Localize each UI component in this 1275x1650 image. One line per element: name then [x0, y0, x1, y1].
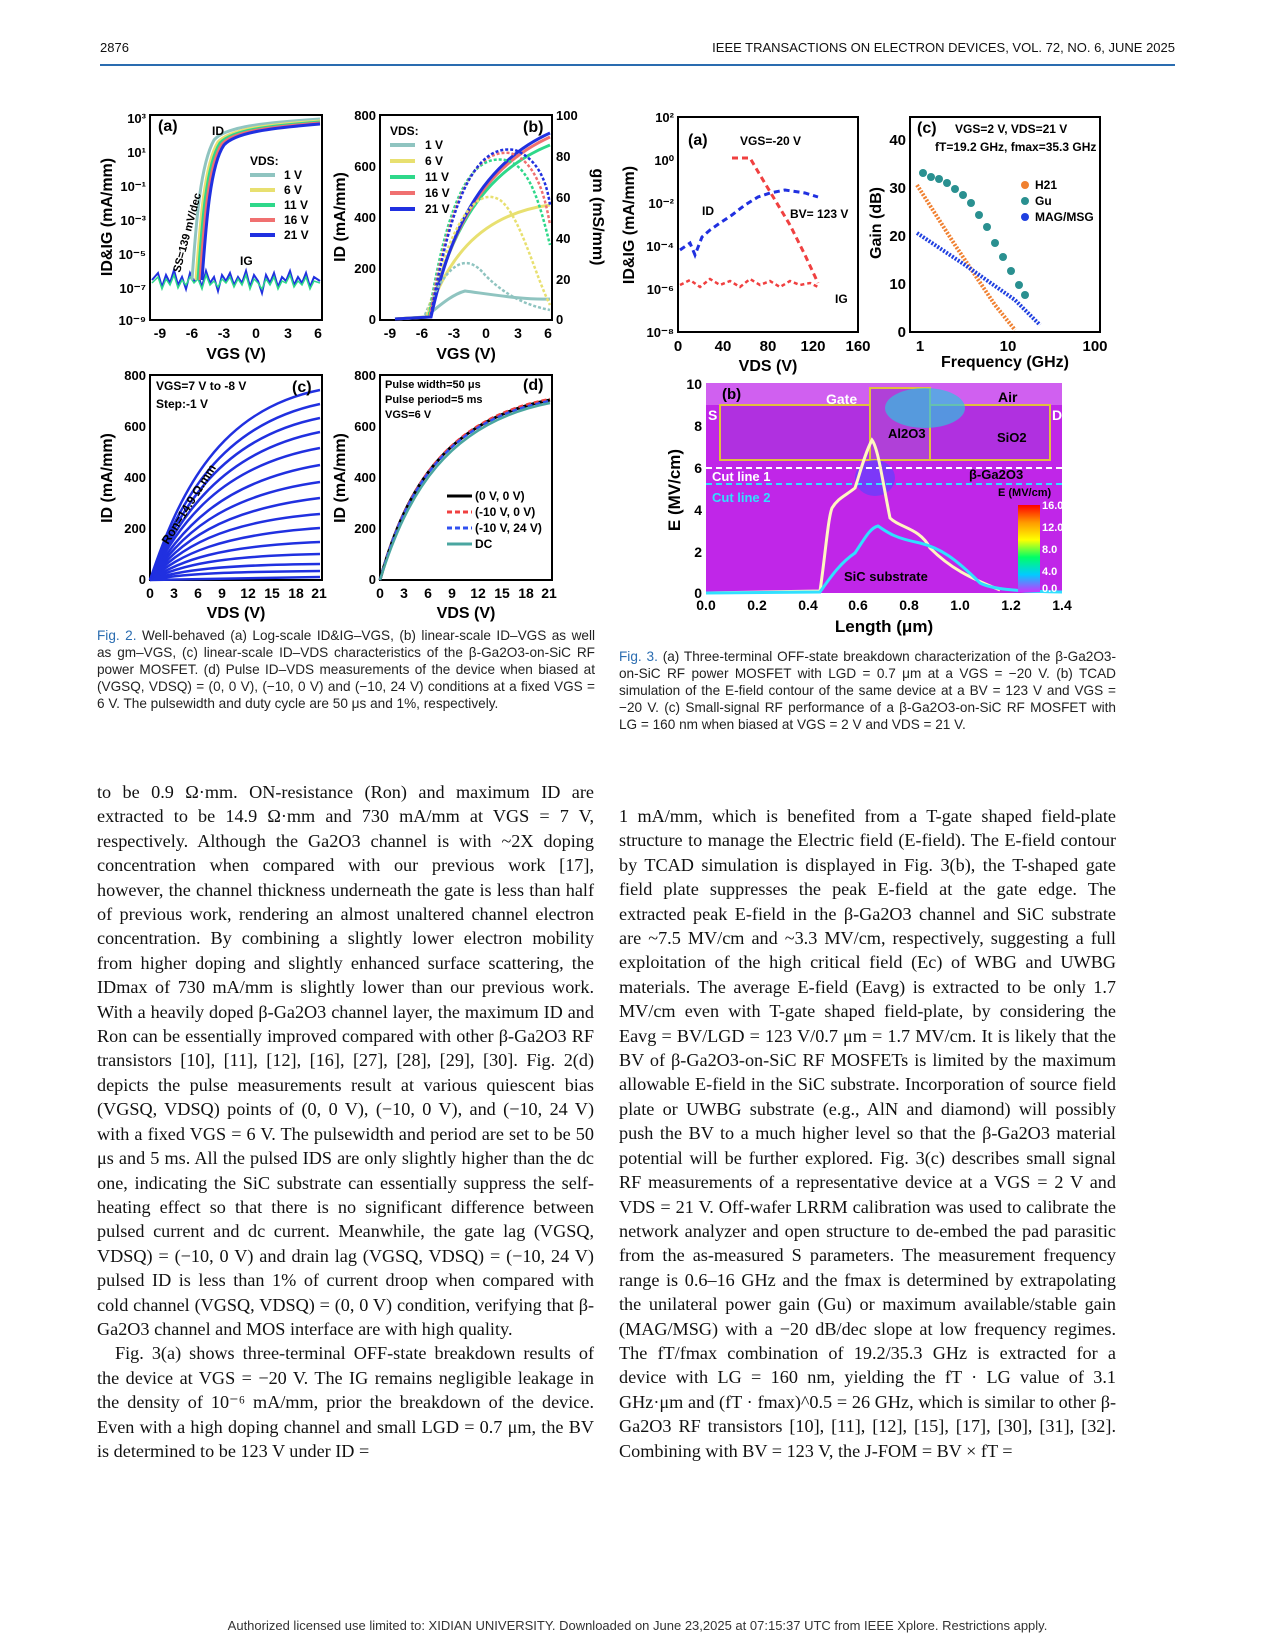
fig2c-ylabel: ID (mA/mm) [99, 433, 116, 523]
fig2b-chart [332, 105, 606, 365]
fig2b-xtick: 6 [544, 325, 552, 341]
fig3c-ytick: 0 [897, 324, 906, 341]
fig3a-tag: (a) [688, 132, 708, 149]
fig2a-xtick: 6 [314, 325, 322, 341]
fig3b-tag: (b) [722, 386, 742, 403]
fig3c-legend: MAG/MSG [1035, 210, 1094, 224]
fig2d-ytick: 400 [354, 470, 376, 485]
fig3a-ytick: 10⁰ [654, 153, 674, 168]
fig2b-legend: 11 V [425, 170, 450, 184]
fig2c-xtick: 18 [288, 585, 304, 601]
fig2a-id-label: ID [212, 124, 224, 138]
fig3c-ft: fT=19.2 GHz, fmax=35.3 GHz [935, 140, 1097, 154]
fig2d-legend: (-10 V, 0 V) [475, 505, 536, 519]
fig2c-xtick: 21 [311, 585, 327, 601]
fig2d-xtick: 21 [541, 585, 557, 601]
fig3b-scale: 0.0 [1042, 583, 1058, 595]
fig2b-tag: (b) [523, 119, 544, 136]
fig2b-y2tick: 0 [556, 312, 564, 327]
fig2c-tag: (c) [292, 379, 312, 396]
fig2a-legend: 16 V [284, 213, 309, 227]
fig2c-xtick: 3 [170, 585, 178, 601]
fig2a-xlabel: VGS (V) [206, 346, 266, 363]
fig2a-tag: (a) [158, 118, 178, 135]
fig3a-xtick: 120 [800, 338, 826, 355]
fig3a-ytick: 10⁻⁶ [646, 282, 674, 297]
fig2a-ylabel: ID&IG (mA/mm) [99, 157, 116, 277]
fig3b-ytick: 4 [694, 502, 702, 518]
fig3b-cut1: Cut line 1 [712, 469, 771, 484]
body-right-paragraph-1: 1 mA/mm, which is benefited from a T-gate shaped field-plate structure to manage the Electric field (E-field). The E-field contour by TCAD simulation is displayed in Fig. 3(b), the T-shaped gate field plate suppresses the peak E-field at the gate edge. The extracted peak E-field in the β-Ga2O3 channel and SiC substrate are ~7.5 MV/cm and ~3.3 MV/cm, respectively, suggesting a full exploitation of the high critical field (Ec) of WBG and UWBG materials. The average E-field (Eavg) is extracted to be only 1.7 MV/cm even with T-gate shaped field-plate, by considering the Eavg = BV/LGD = 123 V/0.7 μm = 1.7 MV/cm. It is likely that the BV of β-Ga2O3-on-SiC RF MOSFETs is limited by the maximum allowable E-field in the SiC substrate. Incorporation of source field plate or UWBG substrate (e.g., AlN and diamond) will possibly push the BV to a much higher level so that the β-Ga2O3 material potential will be further explored. Fig. 3(c) describes small signal RF measurements of a representative device at a VGS = 2 V and VDS = 21 V. Off-wafer LRRM calibration was used to calibrate the network analyzer and open structure to de-embed the pad parasitic from the as-measured S parameters. The measurement frequency range is 0.6–16 GHz and the fmax is determined by extrapolating the unilateral power gain (Gu) or maximum available/stable gain (MAG/MSG) with a −20 dB/dec slope at low frequency regimes. The fT/fmax combination of 19.2/35.3 GHz is extracted for a device with LG = 160 nm, yielding the fT · LG value of 3.1 GHz·μm and (fT · fmax)^0.5 = 26 GHz, which is similar to other β-Ga2O3 RF transistors [10], [11], [12], [15], [17], [30], [31], [32]. Combining with BV = 123 V, the J-FOM = BV × fT = [619, 806, 1116, 1461]
fig2a-xtick: -3 [217, 325, 231, 341]
page-header [100, 40, 1175, 66]
fig2b-ytick: 200 [354, 261, 376, 276]
fig2a-ytick: 10⁻⁵ [118, 247, 146, 262]
fig2d-ytick: 0 [368, 572, 376, 587]
fig3c-xtick: 100 [1082, 338, 1108, 355]
fig3a-ytick: 10² [655, 110, 674, 125]
fig2b-legend: 1 V [425, 138, 444, 152]
fig3a-chart [620, 105, 880, 375]
fig3b-gate: Gate [826, 391, 858, 407]
fig2a-vds-title: VDS: [250, 154, 279, 168]
fig3-caption-text: (a) Three-terminal OFF-state breakdown characterization of the β-Ga2O3-on-SiC RF power MOSFET with LGD = 0.7 μm at a VGS = −20 V. (b) TCAD simulation of the E-field contour of the same device at a BV = 123 V and VGS = −20 V. (c) Small-signal RF performance of a β-Ga2O3-on-SiC RF MOSFET with LG = 160 nm when biased at VGS = 2 V and VDS = 21 V. [619, 649, 1116, 732]
fig3b-ga2o3: β-Ga2O3 [969, 467, 1024, 482]
fig2c-ytick: 0 [138, 572, 146, 587]
fig3c-legend: H21 [1035, 178, 1058, 192]
fig2d-legend: (-10 V, 24 V) [475, 521, 542, 535]
fig2a-ytick: 10⁻³ [120, 213, 146, 228]
fig2d-xtick: 6 [424, 585, 432, 601]
fig3c-legend: Gu [1035, 194, 1052, 208]
fig2d-ytick: 600 [354, 419, 376, 434]
fig3a-vgs: VGS=-20 V [740, 134, 802, 148]
fig2a-xtick: 0 [252, 325, 260, 341]
fig3a-ig-label: IG [835, 292, 848, 306]
fig3c-tag: (c) [917, 120, 937, 137]
fig2d-xtick: 15 [494, 585, 510, 601]
fig2b-xtick: -6 [415, 325, 429, 341]
fig2a-xtick: 3 [284, 325, 292, 341]
fig2-caption [97, 627, 595, 712]
body-left-paragraph-1: to be 0.9 Ω·mm. ON-resistance (Ron) and maximum ID are extracted to be 14.9 Ω·mm and 730 mA/mm at VGS = 7 V, respectively. Although the Ga2O3 channel is with ~2X doping concentration when compared with our previous work [17], however, the channel thickness underneath the gate is less than half of previous work, rendering an almost unaltered channel electron concentration. By combining a slightly lower electron mobility from higher doping and slightly enhanced surface scattering, the IDmax of 730 mA/mm is slightly lower than our previous work. With a heavily doped β-Ga2O3 channel layer, the maximum ID and Ron can be essentially improved compared with other β-Ga2O3 RF transistors [10], [11], [12], [16], [27], [28], [29], [30]. Fig. 2(d) depicts the pulse measurements result at various quiescent bias (VGSQ, VDSQ) points of (0, 0 V), (−10, 0 V), and (−10, 24 V) with a fixed VGS = 6 V. The pulsewidth and period are set to be 50 μs and 5 ms. All the pulsed IDS are only slightly higher than the dc one, indicating the SiC substrate can essentially suppress the self-heating effect so that there is no significant difference between pulsed current and dc current. Meanwhile, the gate lag (VGSQ, VDSQ) = (−10, 0 V) and drain lag (VGSQ, VDSQ) = (−10, 24 V) pulsed ID is less than 1% of current droop when compared with cold channel (VGSQ, VDSQ) = (0, 0 V) condition, verifying that β-Ga2O3 channel and MOS interface are with high quality. [97, 782, 594, 1339]
fig3b-scale: 8.0 [1042, 544, 1058, 556]
fig2b-y2tick: 80 [556, 149, 571, 164]
fig3b-cut2: Cut line 2 [712, 490, 771, 505]
page-number: 2876 [100, 40, 129, 55]
fig3a-ytick: 10⁻⁸ [646, 325, 674, 340]
fig2b-xtick: -3 [447, 325, 461, 341]
fig2d-legend: DC [475, 537, 493, 551]
fig3b-xtick: 1.2 [1001, 597, 1021, 613]
fig2a-chart [100, 105, 340, 365]
fig3a-ytick: 10⁻⁴ [646, 239, 674, 254]
fig2a-legend: 11 V [284, 198, 309, 212]
fig2d-ytick: 200 [354, 521, 376, 536]
fig3a-id-label: ID [702, 204, 714, 218]
fig2b-y2tick: 100 [556, 108, 578, 123]
fig2b-ytick: 800 [354, 108, 376, 123]
fig2-caption-label: Fig. 2. [97, 628, 137, 643]
fig3b-xtick: 0.2 [747, 597, 767, 613]
fig3b-air: Air [998, 389, 1018, 405]
fig2c-note2: Step:-1 V [156, 397, 209, 411]
fig3b-sic: SiC substrate [844, 569, 928, 584]
fig2d-note3: VGS=6 V [385, 409, 432, 421]
fig2d-xtick: 12 [470, 585, 486, 601]
fig2c-xlabel: VDS (V) [206, 605, 266, 622]
fig3c-chart [868, 105, 1108, 375]
fig2a-xtick: -6 [185, 325, 199, 341]
fig3b-xtick: 1.0 [950, 597, 970, 613]
fig2c-xtick: 15 [264, 585, 280, 601]
fig2d-note2: Pulse period=5 ms [385, 394, 483, 406]
fig2b-vds-title: VDS: [390, 124, 419, 138]
fig2d-xtick: 0 [376, 585, 384, 601]
fig3b-xlabel: Length (μm) [834, 617, 934, 636]
fig2a-ytick: 10¹ [127, 145, 146, 160]
fig3b-ytick: 2 [694, 544, 702, 560]
fig2c-chart [100, 370, 340, 625]
fig3b-scale: 12.0 [1042, 522, 1064, 534]
fig3b-s: S [708, 407, 718, 423]
fig3a-xtick: 80 [759, 338, 777, 355]
fig3a-xtick: 160 [845, 338, 871, 355]
body-right-column [619, 804, 1116, 1463]
fig2b-y2label: gm (mS/mm) [589, 168, 606, 266]
fig2c-ytick: 400 [124, 470, 146, 485]
fig3b-xtick: 0.0 [696, 597, 716, 613]
fig3b-ytick: 10 [686, 376, 702, 392]
journal-title: IEEE TRANSACTIONS ON ELECTRON DEVICES, VOL. 72, NO. 6, JUNE 2025 [712, 40, 1175, 55]
fig3b-ytick: 6 [694, 460, 702, 476]
fig3b-xtick: 0.6 [848, 597, 868, 613]
fig2a-ig-label: IG [240, 254, 253, 268]
fig2d-xtick: 18 [518, 585, 534, 601]
fig2b-legend: 21 V [425, 202, 450, 216]
body-left-paragraph-2: Fig. 3(a) shows three-terminal OFF-state breakdown results of the device at VGS = −20 V. The IG remains negligible leakage in the density of 10⁻⁶ mA/mm, prior the breakdown of the device. Even with a high doping channel and small LGD = 0.7 μm, the BV is determined to be 123 V under ID = [97, 1343, 594, 1461]
fig2b-y2tick: 40 [556, 231, 571, 246]
fig3b-xtick: 1.4 [1052, 597, 1072, 613]
fig2a-ss: SS=139 mV/dec [171, 191, 205, 274]
fig3c-ytick: 20 [889, 228, 906, 245]
fig3c-xtick: 10 [999, 338, 1017, 355]
fig3b-ytick: 8 [694, 418, 702, 434]
fig3a-xtick: 0 [673, 338, 683, 355]
fig3a-ytick: 10⁻² [648, 196, 674, 211]
fig2b-ytick: 0 [368, 312, 376, 327]
fig2-caption-text: Well-behaved (a) Log-scale ID&IG–VGS, (b) linear-scale ID–VGS as well as gm–VGS, (c) linear-scale ID–VDS characteristics of the β-Ga2O3-on-SiC RF power MOSFET. (d) Pulse ID–VDS measurements of the device when biased at (VGSQ, VDSQ) = (0, 0 V), (−10, 0 V) and (−10, 24 V) conditions at a fixed VGS = 6 V. The pulsewidth and duty cycle are 50 μs and 1%, respectively. [97, 628, 595, 711]
fig3b-scale: 16.0 [1042, 500, 1064, 512]
fig2d-xlabel: VDS (V) [436, 605, 496, 622]
fig2c-xtick: 12 [240, 585, 256, 601]
fig2c-ytick: 600 [124, 419, 146, 434]
fig3b-chart [660, 378, 1090, 640]
fig2c-xtick: 0 [146, 585, 154, 601]
fig2d-legend: (0 V, 0 V) [475, 489, 525, 503]
fig2a-ytick: 10⁻⁷ [119, 281, 146, 296]
fig2c-ron: Ron=14.9 Ω.mm [158, 461, 219, 547]
fig3-caption-label: Fig. 3. [619, 649, 658, 664]
fig3b-xtick: 0.4 [798, 597, 818, 613]
fig2d-note1: Pulse width=50 μs [385, 379, 481, 391]
fig2b-xlabel: VGS (V) [436, 346, 496, 363]
fig2d-tag: (d) [523, 377, 544, 394]
fig3b-emap: E (MV/cm) [998, 487, 1052, 499]
fig2a-legend: 1 V [284, 168, 303, 182]
fig3b-sio2: SiO2 [997, 430, 1027, 445]
fig3b-ylabel: E (MV/cm) [665, 448, 684, 532]
fig2b-legend: 6 V [425, 154, 444, 168]
license-footer: Authorized licensed use limited to: XIDIAN UNIVERSITY. Downloaded on June 23,2025 at 07:15:37 UTC from IEEE Xplore. Restrictions apply. [227, 1618, 1048, 1633]
fig2d-xtick: 3 [400, 585, 408, 601]
fig3b-al2o3: Al2O3 [888, 426, 926, 441]
fig2b-legend: 16 V [425, 186, 450, 200]
fig3c-xlabel: Frequency (GHz) [940, 354, 1070, 371]
fig2b-y2tick: 20 [556, 272, 571, 287]
fig2d-chart [332, 368, 575, 625]
fig3a-ylabel: ID&IG (mA/mm) [621, 165, 638, 285]
fig2a-xtick: -9 [153, 325, 167, 341]
fig2b-ytick: 400 [354, 210, 376, 225]
fig3c-ylabel: Gain (dB) [868, 187, 885, 259]
fig3c-bias: VGS=2 V, VDS=21 V [955, 122, 1068, 136]
fig2a-ytick: 10³ [127, 111, 146, 126]
fig3a-bv: BV= 123 V [790, 207, 849, 221]
fig3b-scale: 4.0 [1042, 566, 1058, 578]
fig2c-ytick: 200 [124, 521, 146, 536]
fig2d-ytick: 800 [354, 368, 376, 383]
fig3c-ytick: 30 [889, 180, 906, 197]
fig2c-note1: VGS=7 V to -8 V [156, 379, 247, 393]
fig2a-legend: 21 V [284, 228, 309, 242]
fig3b-ytick: 0 [694, 585, 702, 601]
fig2c-xtick: 6 [194, 585, 202, 601]
body-left-column [97, 780, 594, 1463]
fig3c-ytick: 40 [889, 132, 906, 149]
fig2c-xtick: 9 [218, 585, 226, 601]
fig3c-xtick: 1 [915, 338, 925, 355]
fig2d-ylabel: ID (mA/mm) [332, 433, 349, 523]
fig2b-ylabel: ID (mA/mm) [332, 172, 349, 262]
fig3b-d: D [1052, 407, 1063, 423]
fig3c-ytick: 10 [889, 276, 906, 293]
fig2a-legend: 6 V [284, 183, 303, 197]
fig2b-y2tick: 60 [556, 190, 571, 205]
fig2b-xtick: 0 [482, 325, 490, 341]
fig2d-xtick: 9 [448, 585, 456, 601]
fig2b-xtick: 3 [514, 325, 522, 341]
fig2b-ytick: 600 [354, 159, 376, 174]
fig3a-xlabel: VDS (V) [738, 358, 798, 375]
fig2a-ytick: 10⁻¹ [120, 179, 146, 194]
fig2b-xtick: -9 [383, 325, 397, 341]
fig2a-ytick: 10⁻⁹ [118, 313, 146, 328]
fig3a-xtick: 40 [714, 338, 732, 355]
fig2c-ytick: 800 [124, 368, 146, 383]
fig3-caption [619, 648, 1116, 733]
fig3b-xtick: 0.8 [899, 597, 919, 613]
